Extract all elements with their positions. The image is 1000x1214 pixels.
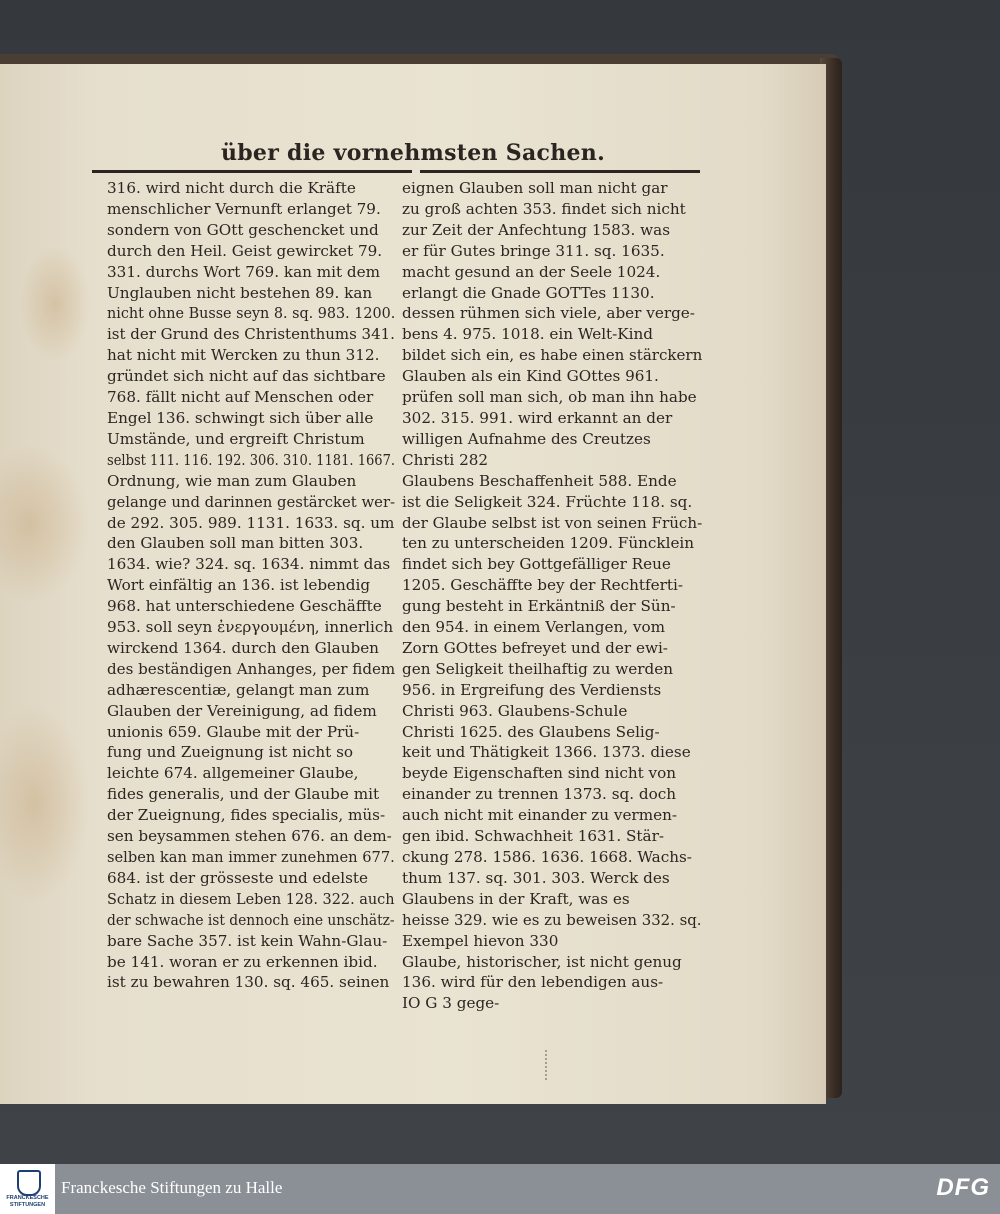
text-line: einander zu trennen 1373. sq. doch <box>402 785 677 804</box>
text-line: ckung 278. 1586. 1636. 1668. Wachs- <box>402 848 692 866</box>
text-line: 968. hat unterschiedene Geschäffte <box>107 597 382 616</box>
text-line: thum 137. sq. 301. 303. Werck des <box>402 868 670 887</box>
text-line: ten zu unterscheiden 1209. Füncklein <box>402 534 695 553</box>
text-line: den 954. in einem Verlangen, vom <box>402 618 666 637</box>
left-text-column <box>107 178 395 993</box>
text-line: 302. 315. 991. wird erkannt an der <box>402 408 673 427</box>
text-line: Christi 963. Glaubens-Schule <box>402 701 628 720</box>
text-line: 331. durchs Wort 769. kan mit dem <box>107 262 381 281</box>
text-line: Ordnung, wie man zum Glauben <box>107 471 357 490</box>
text-line: de 292. 305. 989. 1131. 1633. sq. um <box>107 513 395 532</box>
text-line: keit und Thätigkeit 1366. 1373. diese <box>402 743 691 762</box>
text-line: dessen rühmen sich viele, aber verge- <box>402 304 695 323</box>
text-line: auch nicht mit einander zu vermen- <box>402 806 677 825</box>
text-line: be 141. woran er zu erkennen ibid. <box>107 952 378 971</box>
shield-icon <box>17 1170 41 1196</box>
franckesche-logo[interactable] <box>0 1164 55 1214</box>
text-line: Glauben als ein Kind GOttes 961. <box>402 367 659 386</box>
text-line: 953. soll seyn ἐνεργουμένη, innerlich <box>107 618 394 637</box>
page-stain <box>0 704 90 904</box>
text-line: Schatz in diesem Leben 128. 322. auch <box>107 889 395 908</box>
text-line: durch den Heil. Geist gewircket 79. <box>107 241 383 260</box>
text-line: des beständigen Anhanges, per fidem <box>107 659 396 678</box>
text-line: 768. fällt nicht auf Menschen oder <box>107 388 374 407</box>
text-line: bildet sich ein, es habe einen stärckern <box>402 346 703 365</box>
header-rule-left <box>92 170 412 173</box>
text-line: macht gesund an der Seele 1024. <box>402 262 661 281</box>
text-line: sen beysammen stehen 676. an dem- <box>107 827 392 846</box>
text-line: 316. wird nicht durch die Kräfte <box>107 179 356 197</box>
page-stain <box>0 444 90 604</box>
text-line: Glaubens Beschaffenheit 588. Ende <box>402 471 677 490</box>
logo-text: FRANCKESCHE STIFTUNGEN <box>6 1195 49 1208</box>
text-line: IO G 3 gege- <box>402 994 500 1013</box>
text-line: ist zu bewahren 130. sq. 465. seinen <box>107 973 390 992</box>
right-text-column <box>402 178 702 1014</box>
text-line: Christi 282 <box>402 450 489 469</box>
text-line: der Zueignung, fides specialis, müs- <box>107 806 386 825</box>
text-line: selben kan man immer zunehmen 677. <box>107 848 395 866</box>
text-line: unionis 659. Glaube mit der Prü- <box>107 722 360 741</box>
text-line: bens 4. 975. 1018. ein Welt-Kind <box>402 325 653 344</box>
text-line: Engel 136. schwingt sich über alle <box>107 408 374 427</box>
text-line: erlangt die Gnade GOTTes 1130. <box>402 283 655 302</box>
text-line: findet sich bey Gottgefälliger Reue <box>402 555 671 574</box>
text-line: wirckend 1364. durch den Glauben <box>107 638 379 657</box>
dfg-logo[interactable]: DFG <box>936 1174 990 1201</box>
text-line: prüfen soll man sich, ob man ihn habe <box>402 388 697 407</box>
text-line: 956. in Ergreifung des Verdiensts <box>402 680 662 699</box>
text-line: Christi 1625. des Glaubens Selig- <box>402 722 660 741</box>
text-line: gen ibid. Schwachheit 1631. Stär- <box>402 827 664 846</box>
text-line: zur Zeit der Anfechtung 1583. was <box>402 220 671 239</box>
text-line: ist die Seligkeit 324. Früchte 118. sq. <box>402 492 693 511</box>
text-line: Glaube, historischer, ist nicht genug <box>402 952 682 971</box>
text-line: 136. wird für den lebendigen aus- <box>402 973 664 992</box>
text-line: adhærescentiæ, gelangt man zum <box>107 680 370 699</box>
text-line: fung und Zueignung ist nicht so <box>107 743 354 762</box>
text-line: ist der Grund des Christenthums 341. <box>107 325 395 344</box>
text-line: nicht ohne Busse seyn 8. sq. 983. 1200. <box>107 304 396 323</box>
text-line: bare Sache 357. ist kein Wahn-Glau- <box>107 931 388 950</box>
text-line: fides generalis, und der Glaube mit <box>107 785 380 804</box>
text-line: leichte 674. allgemeiner Glaube, <box>107 764 359 783</box>
text-line: der Glaube selbst ist von seinen Früch- <box>402 513 703 532</box>
text-line: zu groß achten 353. findet sich nicht <box>402 199 686 218</box>
text-line: hat nicht mit Wercken zu thun 312. <box>107 346 380 365</box>
text-line: Zorn GOttes befreyet und der ewi- <box>402 638 668 657</box>
text-line: gen Seligkeit theilhaftig zu werden <box>402 659 674 678</box>
text-line: selbst 111. 116. 192. 306. 310. 1181. 1667. <box>107 450 396 469</box>
text-line: beyde Eigenschaften sind nicht von <box>402 764 677 783</box>
text-line: sondern von GOtt geschencket und <box>107 220 379 239</box>
header-rule-right <box>420 170 700 173</box>
text-line: willigen Aufnahme des Creutzes <box>402 429 651 448</box>
page-stain <box>20 244 90 364</box>
text-line: eignen Glauben soll man nicht gar <box>402 179 668 197</box>
text-line: Glaubens in der Kraft, was es <box>402 889 630 908</box>
text-line: der schwache ist dennoch eine unschätz- <box>107 910 395 929</box>
text-line: Unglauben nicht bestehen 89. kan <box>107 283 373 302</box>
page-fold-mark <box>545 1050 550 1080</box>
viewer-footer-bar <box>0 1164 1000 1214</box>
text-line: 684. ist der grösseste und edelste <box>107 868 368 887</box>
text-line: gelange und darinnen gestärcket wer- <box>107 492 396 511</box>
text-line: gung besteht in Erkäntniß der Sün- <box>402 597 676 616</box>
text-line: Glauben der Vereinigung, ad fidem <box>107 701 377 720</box>
text-line: heisse 329. wie es zu beweisen 332. sq. <box>402 910 702 929</box>
text-line: Exempel hievon 330 <box>402 931 559 950</box>
text-line: er für Gutes bringe 311. sq. 1635. <box>402 241 665 260</box>
text-line: gründet sich nicht auf das sichtbare <box>107 367 386 386</box>
text-line: Umstände, und ergreift Christum <box>107 429 365 448</box>
text-line: 1205. Geschäffte bey der Rechtferti- <box>402 576 683 595</box>
text-line: menschlicher Vernunft erlanget 79. <box>107 199 381 218</box>
institution-name: Franckesche Stiftungen zu Halle <box>61 1178 283 1197</box>
text-line: 1634. wie? 324. sq. 1634. nimmt das <box>107 555 391 574</box>
text-line: Wort einfältig an 136. ist lebendig <box>107 576 371 595</box>
text-line: den Glauben soll man bitten 303. <box>107 534 364 553</box>
page-header: über die vornehmsten Sachen. <box>220 140 606 166</box>
